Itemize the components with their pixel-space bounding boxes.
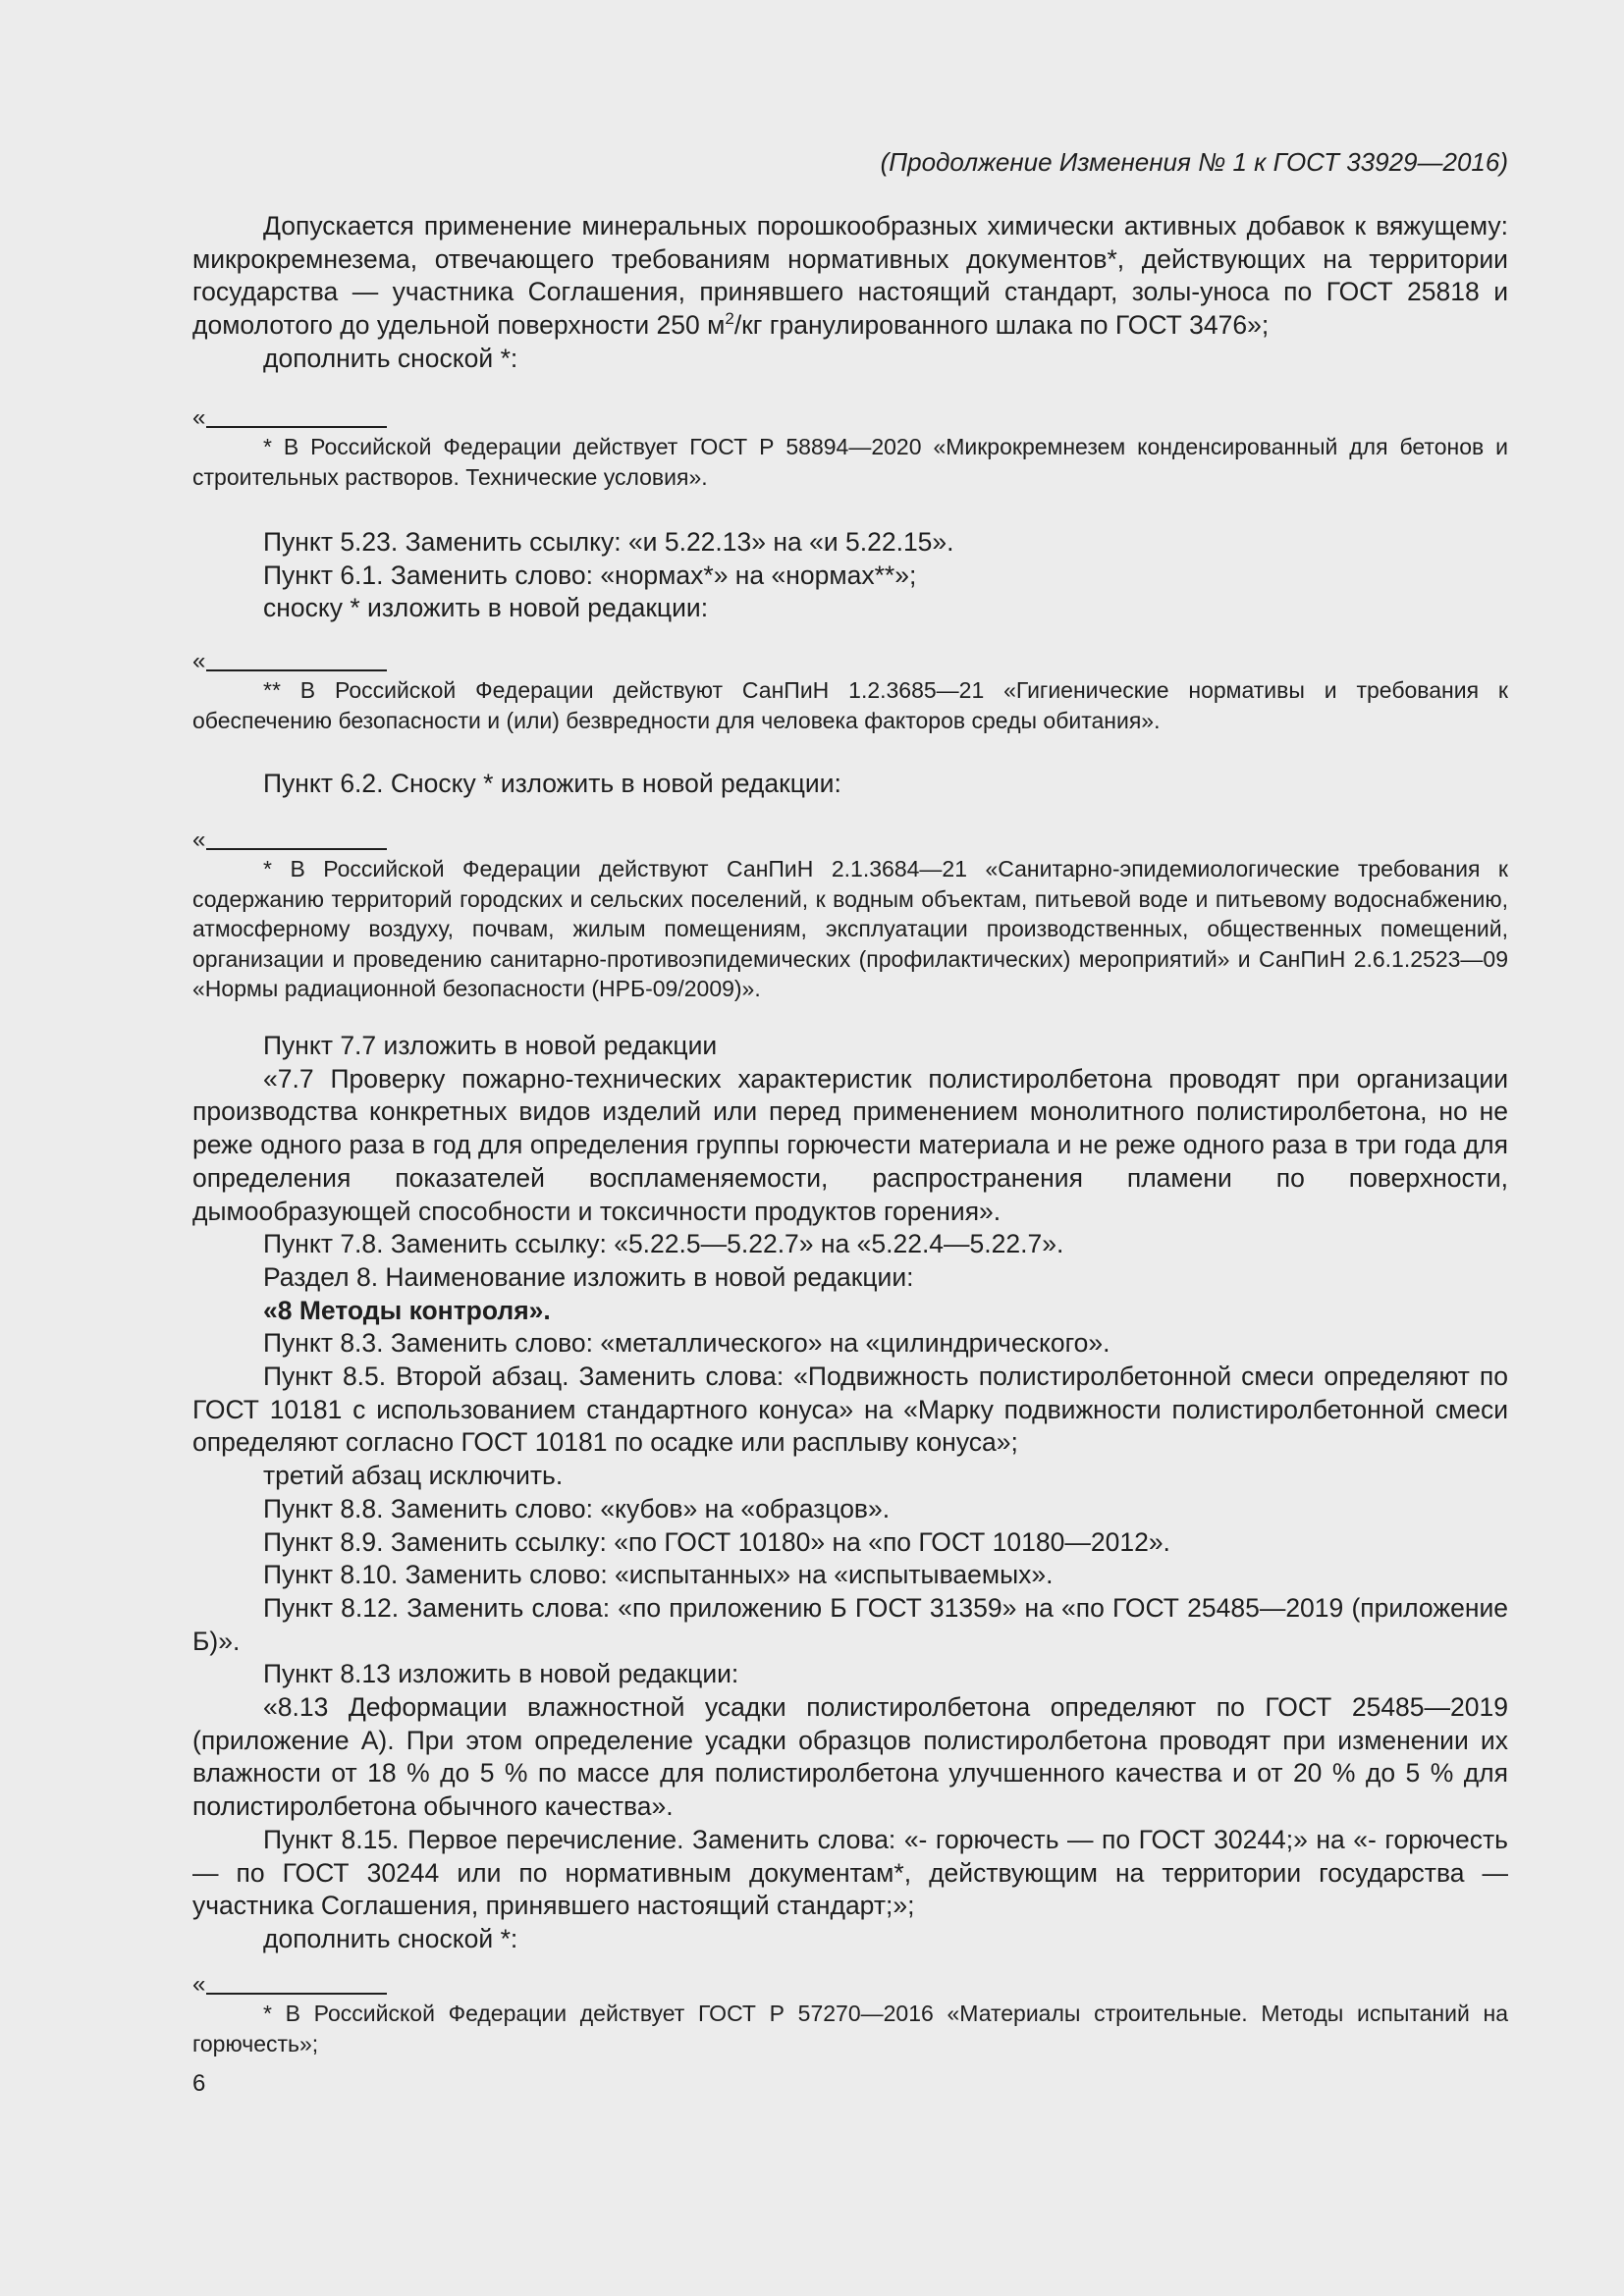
section-points-5-6 bbox=[192, 526, 1508, 625]
footnote-text: * В Российской Федерации действуют СанПиН 2.1.3684—21 «Санитарно-эпидемиологические требования к содержанию территорий городских и сельских поселений, к водным объектам, питьевой воде и питьевому водоснабжению, атмосферному воздуху, почвам, жилым помещениям, эксплуатации производственных, общественных помещений, организации и проведению санитарно-противоэпидемических (профилактических) мероприятий» и СанПиН 2.6.1.2523—09 «Нормы радиационной безопасности (НРБ-09/2009)». bbox=[192, 856, 1508, 1001]
footnote-separator bbox=[192, 1971, 1508, 1999]
paragraph-item: сноску * изложить в новой редакции: bbox=[263, 593, 709, 623]
paragraph-item: Пункт 8.10. Заменить слово: «испытанных» на «испытываемых». bbox=[263, 1560, 1054, 1590]
footnote-block bbox=[192, 1971, 1508, 2058]
paragraph-text: Допускается применение минеральных порошкообразных химически активных добавок к вяжущему: микрокремнезема, отвечающего требованиям нормативных документов*, действующих на территории государства — участника Соглашения, принявшего настоящий стандарт, золы-уноса по ГОСТ 25818 и домолотого до удельной поверхности 250 м bbox=[192, 211, 1508, 341]
paragraph-item: Пункт 8.13 изложить в новой редакции: bbox=[263, 1659, 739, 1689]
footnote-rule bbox=[206, 848, 387, 850]
footnote-open-quote: « bbox=[192, 1971, 206, 1998]
footnote-open-quote: « bbox=[192, 648, 206, 674]
footnote-text: * В Российской Федерации действует ГОСТ Р 57270—2016 «Материалы строительные. Методы испытаний на горючесть»; bbox=[192, 2001, 1508, 2056]
section-heading-quote: «8 Методы контроля». bbox=[263, 1295, 551, 1325]
footnote-block bbox=[192, 827, 1508, 1004]
paragraph-text: /кг гранулированного шлака по ГОСТ 3476»; bbox=[733, 310, 1270, 341]
footnote-text: ** В Российской Федерации действуют СанПиН 1.2.3685—21 «Гигиенические нормативы и требования к обеспечению безопасности и (или) безвредности для человека факторов среды обитания». bbox=[192, 677, 1508, 733]
paragraph-item: Пункт 8.5. Второй абзац. Заменить слова: «Подвижность полистиролбетонной смеси определяют по ГОСТ 10181 с использованием стандартного конуса» на «Марку подвижности полистиролбетонной смеси определяют согласно ГОСТ 10181 по осадке или расплыву конуса»; bbox=[192, 1362, 1508, 1458]
footnote-separator bbox=[192, 404, 1508, 432]
paragraph-item: Пункт 8.3. Заменить слово: «металлического» на «цилиндрического». bbox=[263, 1328, 1110, 1359]
superscript-exponent: 2 bbox=[725, 309, 734, 329]
footnote-rule bbox=[206, 669, 387, 671]
paragraph-item: Раздел 8. Наименование изложить в новой редакции: bbox=[263, 1261, 914, 1292]
page-number: 6 bbox=[192, 2070, 206, 2097]
footnote-rule bbox=[206, 426, 387, 428]
footnote-block bbox=[192, 404, 1508, 492]
running-header: (Продолжение Изменения № 1 к ГОСТ 33929—2016) bbox=[880, 147, 1508, 177]
section-points-7-8 bbox=[192, 1030, 1508, 1956]
paragraph-item: Пункт 8.9. Заменить ссылку: «по ГОСТ 10180» на «по ГОСТ 10180—2012». bbox=[263, 1526, 1170, 1557]
section-point-6-2 bbox=[192, 768, 1508, 801]
footnote-block bbox=[192, 648, 1508, 735]
footnote-rule bbox=[206, 1993, 387, 1995]
paragraph-item: дополнить сноской *: bbox=[263, 1923, 518, 1953]
paragraph-item: Пункт 6.2. Сноску * изложить в новой редакции: bbox=[263, 769, 841, 798]
paragraph-item: третий абзац исключить. bbox=[263, 1461, 564, 1491]
paragraph-add-footnote: дополнить сноской *: bbox=[263, 343, 518, 373]
paragraph-item: Пункт 7.8. Заменить ссылку: «5.22.5—5.22.7» на «5.22.4—5.22.7». bbox=[263, 1229, 1064, 1259]
footnote-open-quote: « bbox=[192, 827, 206, 853]
footnote-separator bbox=[192, 827, 1508, 854]
paragraph-item: «8.13 Деформации влажностной усадки полистиролбетона определяют по ГОСТ 25485—2019 (приложение А). При этом определение усадки образцов полистиролбетона проводят при изменении их влажности от 18 % до 5 % по массе для полистиролбетона улучшенного качества и от 20 % до 5 % для полистиролбетона обычного качества». bbox=[192, 1692, 1508, 1822]
paragraph-item: Пункт 7.7 изложить в новой редакции bbox=[263, 1031, 718, 1060]
paragraph-admixtures bbox=[192, 210, 1508, 343]
paragraph-item: Пункт 8.15. Первое перечисление. Заменить слова: «- горючесть — по ГОСТ 30244;» на «- горючесть — по ГОСТ 30244 или по нормативным документам*, действующим на территории государства — участника Соглашения, принявшего настоящий стандарт;»; bbox=[192, 1824, 1508, 1921]
paragraph-item: Пункт 5.23. Заменить ссылку: «и 5.22.13» на «и 5.22.15». bbox=[263, 527, 954, 557]
paragraph-item: Пункт 6.1. Заменить слово: «нормах*» на «нормах**»; bbox=[263, 560, 917, 590]
footnote-text: * В Российской Федерации действует ГОСТ Р 58894—2020 «Микрокремнезем конденсированный для бетонов и строительных растворов. Технические условия». bbox=[192, 434, 1508, 490]
footnote-open-quote: « bbox=[192, 404, 206, 431]
paragraph-item: Пункт 8.12. Заменить слова: «по приложению Б ГОСТ 31359» на «по ГОСТ 25485—2019 (приложение Б)». bbox=[192, 1592, 1508, 1656]
paragraph-item: «7.7 Проверку пожарно-технических характеристик полистиролбетона проводят при организации производства конкретных видов изделий или перед применением монолитного полистиролбетона, но не реже одного раза в год для определения группы горючести материала и не реже одного раза в три года для определения показателей воспламеняемости, распространения пламени по поверхности, дымообразующей способности и токсичности продуктов горения». bbox=[192, 1063, 1508, 1226]
footnote-separator bbox=[192, 648, 1508, 675]
paragraph-item: Пункт 8.8. Заменить слово: «кубов» на «образцов». bbox=[263, 1493, 891, 1523]
section-amendment-intro bbox=[192, 210, 1508, 376]
